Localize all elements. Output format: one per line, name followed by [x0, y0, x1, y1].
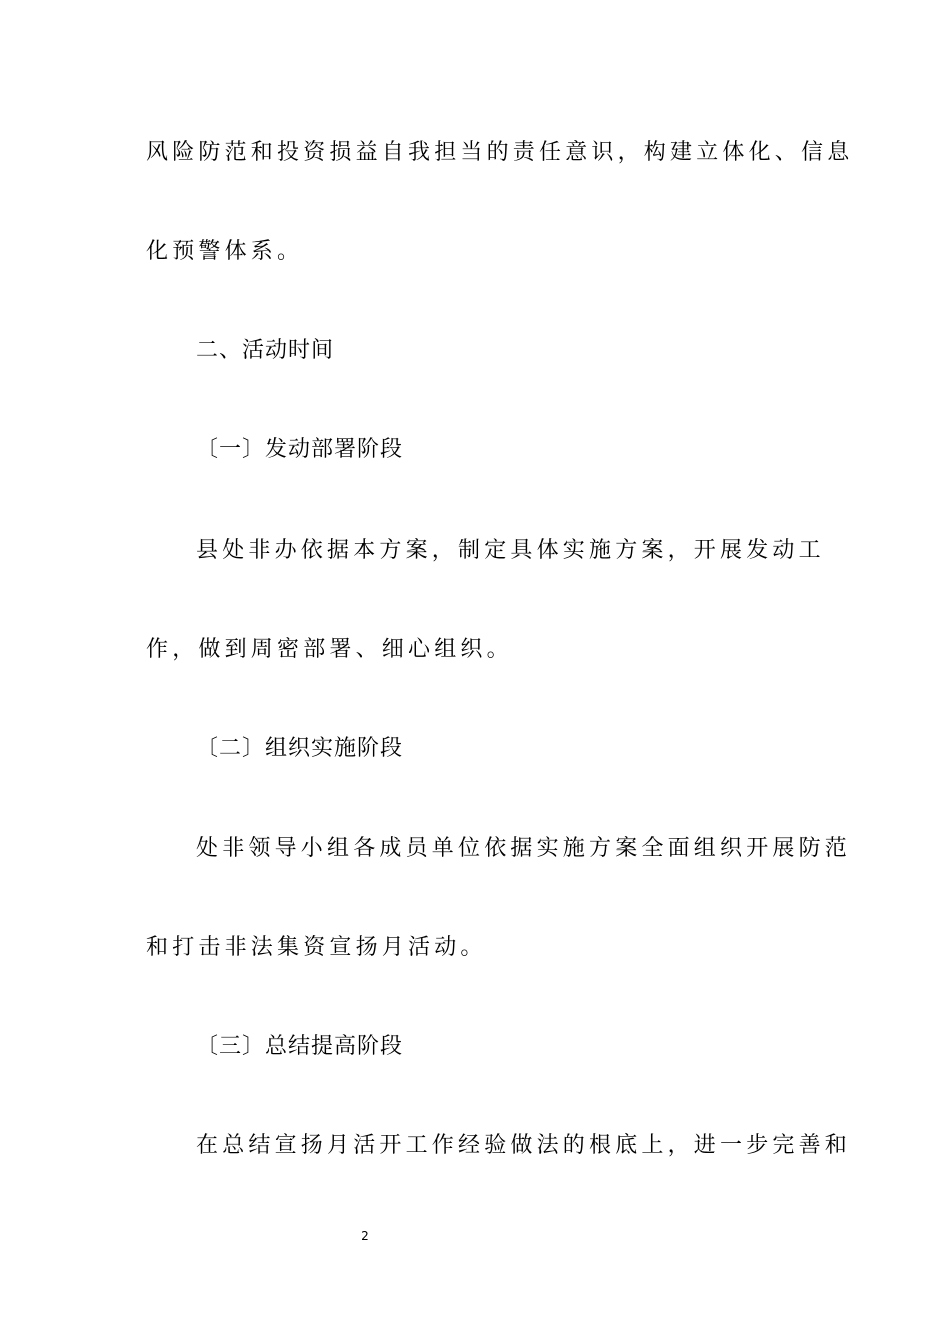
- paragraph-line-6: 和打击非法集资宣扬月活动。: [146, 935, 487, 960]
- paragraph-line-5: 处非领导小组各成员单位依据实施方案全面组织开展防范: [196, 836, 852, 861]
- paragraph-line-4: 作，做到周密部署、细心组织。: [146, 637, 513, 662]
- paragraph-line-3: 县处非办依据本方案，制定具体实施方案，开展发动工: [196, 538, 825, 563]
- page-number: 2: [361, 1229, 369, 1243]
- subsection-heading-1: 〔一〕发动部署阶段: [196, 437, 404, 462]
- subsection-heading-2: 〔二〕组织实施阶段: [196, 736, 404, 761]
- section-heading: 二、活动时间: [196, 338, 335, 363]
- paragraph-line-7: 在总结宣扬月活开工作经验做法的根底上，进一步完善和: [196, 1133, 852, 1158]
- paragraph-line-1: 风险防范和投资损益自我担当的责任意识，构建立体化、信息: [146, 140, 854, 165]
- subsection-heading-3: 〔三〕总结提高阶段: [196, 1034, 404, 1059]
- paragraph-line-2: 化预警体系。: [146, 239, 304, 264]
